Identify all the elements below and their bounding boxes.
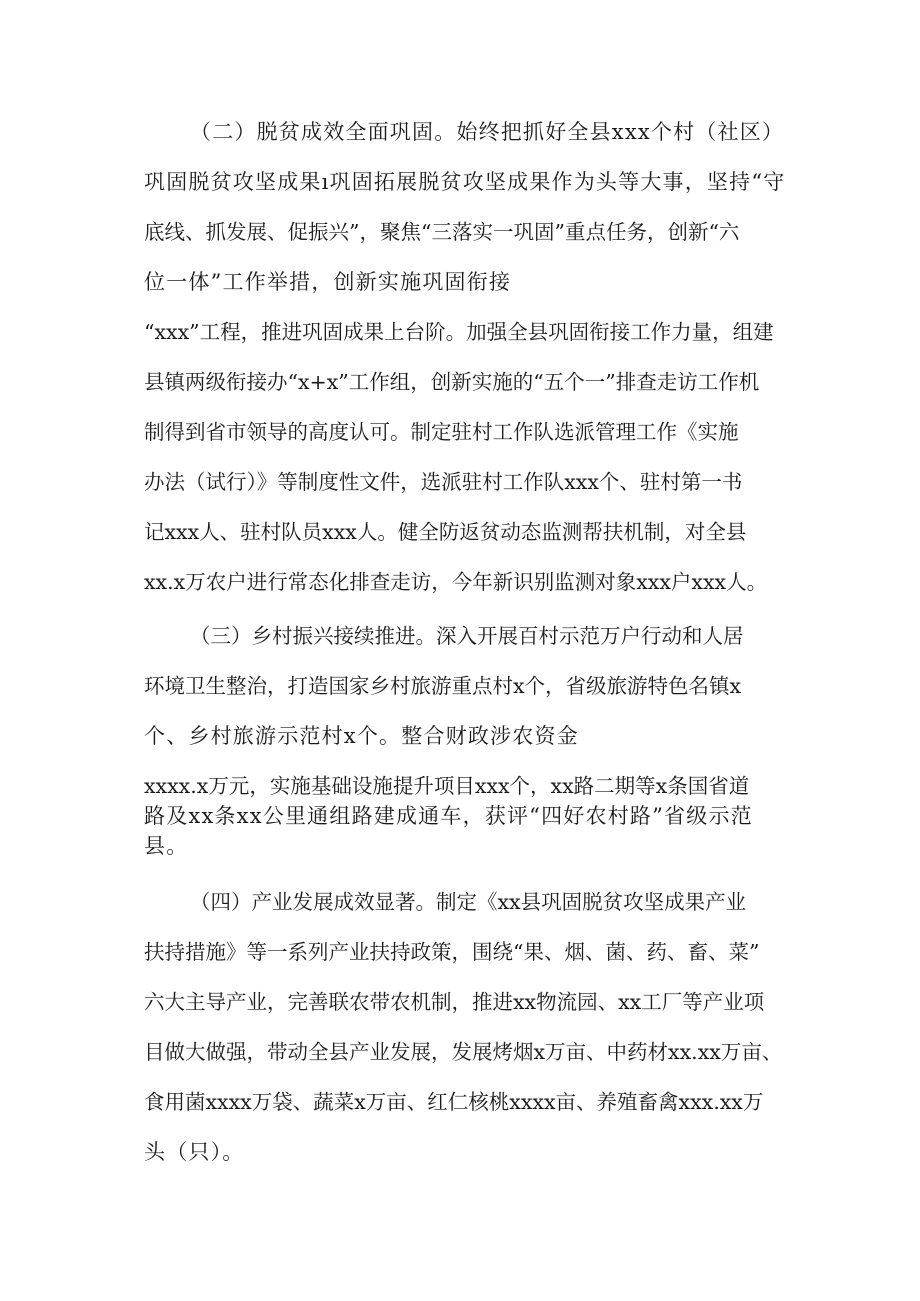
paragraph-2-cont-line-5: 记xxx人、驻村队员xxx人。健全防返贫动态监测帮扶机制，对全县 [144,520,747,544]
paragraph-3-line-2: 环境卫生整治，打造国家乡村旅游重点村x个，省级旅游特色名镇x [144,674,742,698]
paragraph-2-cont-line-4: 办法（试行）》等制度性文件，选派驻村工作队xxx个、驻村第一书 [144,470,743,494]
paragraph-4-line-6: 头（只）。 [144,1140,245,1164]
paragraph-2-cont-line-2: 县镇两级衔接办“x+x”工作组，创新实施的“五个一”排查走访工作机 [144,370,760,394]
paragraph-3-line-1: （三）乡村振兴接续推进。深入开展百村示范万户行动和人居 [190,624,744,648]
paragraph-2-cont-line-6: xx.x万农户进行常态化排查走访，今年新识别监测对象xxx户xxx人。 [144,570,768,594]
paragraph-4-line-3: 六大主导产业，完善联农带农机制，推进xx物流园、xx工厂等产业项 [144,990,765,1014]
paragraph-4-line-2: 扶持措施》等一系列产业扶持政策，围绕“果、烟、菌、药、畜、菜” [144,940,760,964]
paragraph-2-line-1: （二）脱贫成效全面巩固。始终把抓好全县xxx个村（社区） [190,120,785,144]
paragraph-2-line-4: 位一体”工作举措，创新实施巩固衔接 [144,270,512,294]
paragraph-2-line-3: 底线、抓发展、促振兴”，聚焦“三落实一巩固”重点任务，创新“六 [144,220,740,244]
paragraph-4-line-4: 目做大做强，带动全县产业发展，发展烤烟x万亩、中药材xx.xx万亩、 [144,1040,783,1064]
paragraph-4-line-5: 食用菌xxxx万袋、蔬菜x万亩、红仁核桃xxxx亩、养殖畜禽xxx.xx万 [144,1090,764,1114]
paragraph-3-cont-line-1: xxxx.x万元，实施基础设施提升项目xxx个，xx路二期等x条国省道 [144,774,750,798]
paragraph-4-line-1: （四）产业发展成效显著。制定《xx县巩固脱贫攻坚成果产业 [190,890,747,914]
paragraph-3-cont-line-3: 县。 [144,834,189,858]
paragraph-2-cont-line-3: 制得到省市领导的高度认可。制定驻村工作队选派管理工作《实施 [144,420,739,444]
paragraph-3-cont-line-2: 路及xx条xx公里通组路建成通车，获评“四好农村路”省级示范 [144,804,753,828]
paragraph-2-line-2: 巩固脱贫攻坚成果ı巩固拓展脱贫攻坚成果作为头等大事，坚持“守 [144,170,786,194]
paragraph-3-line-3: 个、乡村旅游示范村x个。整合财政涉农资金 [144,724,579,748]
paragraph-2-cont-line-1: “xxx”工程，推进巩固成果上台阶。加强全县巩固衔接工作力量，组建 [144,320,774,344]
